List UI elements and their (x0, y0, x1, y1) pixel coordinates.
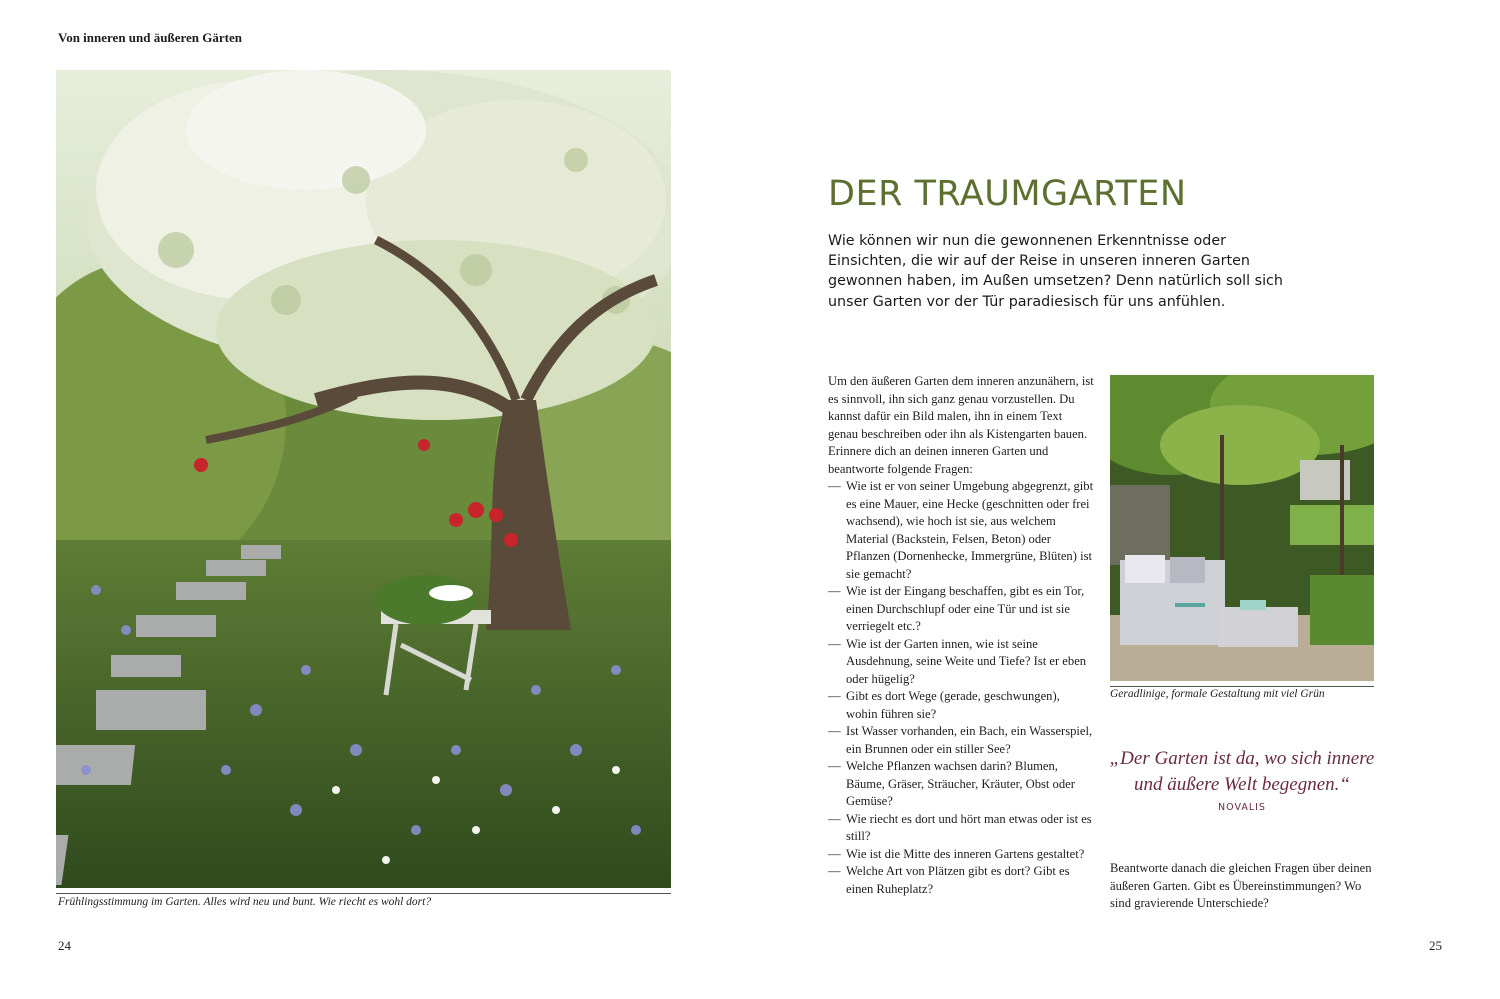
list-item: — Wie ist der Eingang beschaffen, gibt es ein Tor, einen Durchschlupf oder eine Tür und ist sie verriegelt etc.? (828, 583, 1094, 636)
body-paragraph: Um den äußeren Garten dem inneren anzunähern, ist es sinnvoll, ihn sich ganz genau vorzustellen. Du kannst dafür ein Bild malen, ihn in einem Text genau beschreiben oder ihn als Kistengarten bauen. Erinnere dich an deinen inneren Garten und beantworte folgende Fragen: (828, 374, 1094, 476)
closing-paragraph: Beantworte danach die gleichen Fragen über deinen äußeren Garten. Gibt es Übereinstimmungen? Wo sind gravierende Unterschiede? (1110, 861, 1372, 910)
body-column (828, 373, 1094, 898)
right-photo-caption: Geradlinige, formale Gestaltung mit viel Grün (1110, 688, 1325, 700)
pull-quote: „Der Garten ist da, wo sich innere und äußere Welt begegnen.“ (1109, 748, 1375, 795)
running-head: Von inneren und äußeren Gärten (58, 30, 242, 45)
quote-author: NOVALIS (1218, 802, 1266, 813)
list-item: — Wie ist die Mitte des inneren Gartens gestaltet? (828, 846, 1094, 864)
caption-rule (56, 893, 671, 894)
list-item: — Welche Pflanzen wachsen darin? Blumen, Bäume, Gräser, Sträucher, Kräuter, Obst oder Gemüse? (828, 758, 1094, 811)
page-number-left: 24 (58, 938, 71, 953)
page-number-right: 25 (1429, 938, 1442, 953)
list-item: — Ist Wasser vorhanden, ein Bach, ein Wasserspiel, ein Brunnen oder ein stiller See? (828, 723, 1094, 758)
caption-rule (1110, 686, 1374, 687)
list-item: — Wie ist er von seiner Umgebung abgegrenzt, gibt es eine Mauer, eine Hecke (geschnitten oder frei wachsend), wie hoch ist sie, aus welchem Material (Backstein, Felsen, Beton) oder Pflanzen (Dornenhecke, Immergrüne, Blüten) ist sie gemacht? (828, 478, 1094, 583)
formal-garden-photo (1110, 375, 1374, 681)
spring-garden-photo (56, 70, 671, 888)
list-item: — Wie riecht es dort und hört man etwas oder ist es still? (828, 811, 1094, 846)
intro-paragraph: Wie können wir nun die gewonnenen Erkenntnisse oder Einsichten, die wir auf der Reise in unseren inneren Garten gewonnen haben, im Außen umsetzen? Denn natürlich soll sich unser Garten vor der Tür paradiesisch für uns anfühlen. (828, 233, 1283, 310)
list-item: — Welche Art von Plätzen gibt es dort? Gibt es einen Ruheplatz? (828, 863, 1094, 898)
left-photo-caption: Frühlingsstimmung im Garten. Alles wird neu und bunt. Wie riecht es wohl dort? (58, 896, 432, 908)
list-item: — Wie ist der Garten innen, wie ist seine Ausdehnung, seine Weite und Tiefe? Ist er eben oder hügelig? (828, 636, 1094, 689)
question-list (828, 478, 1094, 898)
list-item: — Gibt es dort Wege (gerade, geschwungen), wohin führen sie? (828, 688, 1094, 723)
chapter-heading: DER TRAUMGARTEN (828, 174, 1187, 214)
